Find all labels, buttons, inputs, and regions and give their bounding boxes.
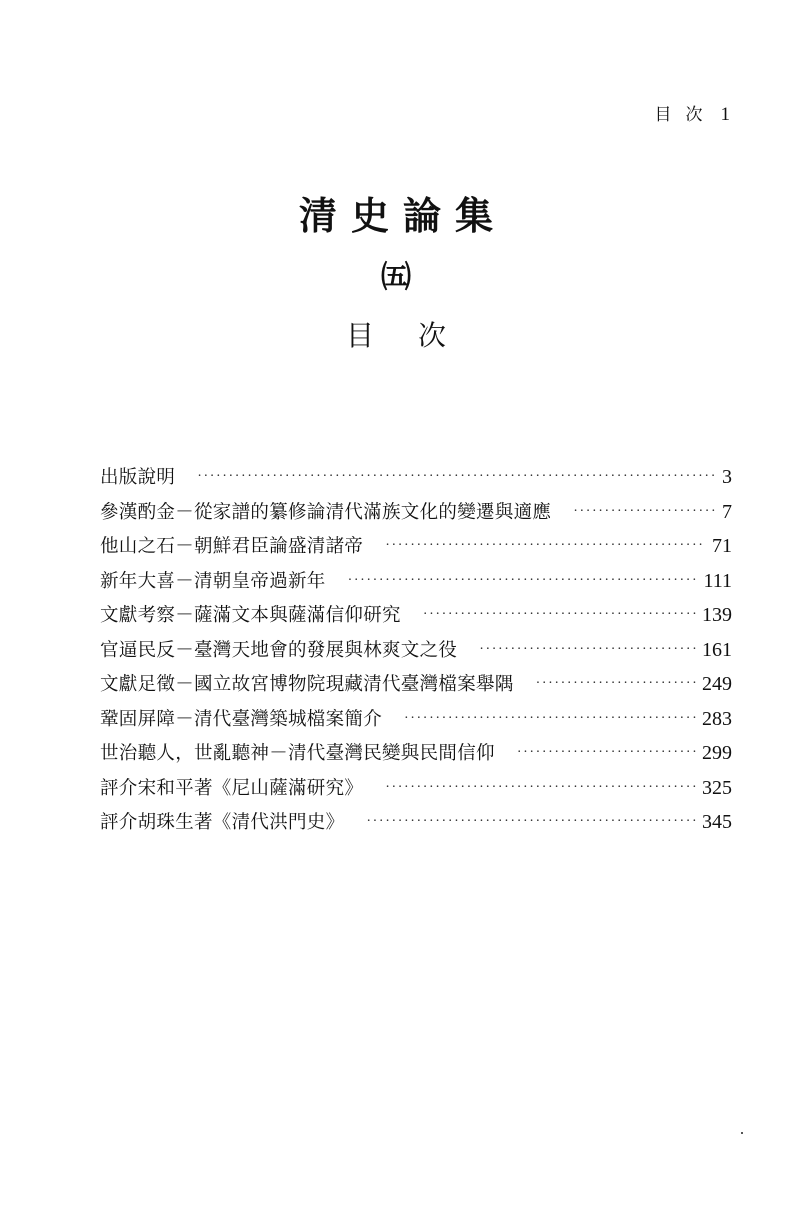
toc-entry-page: 345 — [702, 811, 732, 833]
table-of-contents — [100, 460, 732, 840]
toc-entry[interactable] — [100, 702, 732, 737]
toc-entry[interactable] — [100, 736, 732, 771]
toc-entry[interactable] — [100, 598, 732, 633]
toc-entry-title: 評介胡珠生著《清代洪門史》 — [100, 812, 345, 833]
toc-entry[interactable] — [100, 805, 732, 840]
toc-entry-page: 71 — [712, 535, 732, 557]
dot-leader — [404, 702, 696, 737]
book-title: 清史論集 — [298, 193, 507, 238]
toc-entry-page: 3 — [722, 466, 732, 488]
toc-entry[interactable] — [100, 564, 732, 599]
dot-leader — [348, 564, 698, 599]
toc-entry-page: 283 — [702, 707, 732, 730]
toc-entry-page: 249 — [702, 673, 732, 695]
dot-leader — [197, 460, 716, 495]
dot-leader — [479, 633, 696, 668]
toc-entry-page: 299 — [702, 742, 732, 764]
toc-entry-page: 7 — [722, 500, 732, 523]
toc-entry-title: 新年大喜－清朝皇帝過新年 — [100, 570, 326, 592]
toc-entry-title: 世治聽人，世亂聽神－清代臺灣民變與民間信仰 — [100, 743, 495, 764]
toc-entry-page: 161 — [702, 638, 732, 661]
dot-leader — [385, 771, 696, 806]
toc-entry-title: 文獻考察－薩滿文本與薩滿信仰研究 — [100, 605, 401, 626]
toc-entry[interactable] — [100, 495, 732, 530]
toc-entry-page: 111 — [703, 569, 732, 592]
dot-leader — [573, 495, 716, 530]
running-header-page-number: 1 — [720, 104, 730, 125]
toc-entry-title: 官逼民反－臺灣天地會的發展與林爽文之役 — [100, 639, 458, 661]
toc-entry-page: 325 — [702, 776, 732, 799]
toc-heading: 目次 — [345, 319, 490, 352]
toc-entry-title: 出版說明 — [100, 467, 176, 488]
dot-leader — [536, 667, 696, 702]
running-header-section: 目次 — [654, 105, 717, 125]
toc-entry-title: 他山之石－朝鮮君臣論盛清諸帝 — [100, 536, 364, 557]
toc-entry-title: 鞏固屏障－清代臺灣築城檔案簡介 — [100, 708, 383, 730]
dot-leader — [517, 736, 696, 771]
volume-number-text: ㈤ — [381, 260, 411, 295]
toc-entry[interactable] — [100, 771, 732, 806]
toc-entry[interactable] — [100, 529, 732, 564]
toc-entry-title: 文獻足徵－國立故宮博物院現藏清代臺灣檔案舉隅 — [100, 674, 514, 695]
toc-entry-title: 參漢酌金－從家譜的纂修論清代滿族文化的變遷與適應 — [100, 501, 552, 523]
running-header — [655, 100, 731, 126]
toc-entry-page: 139 — [702, 604, 732, 626]
scan-speck — [741, 1132, 743, 1134]
toc-entry[interactable] — [100, 633, 732, 668]
toc-entry[interactable] — [100, 460, 732, 495]
dot-leader — [423, 598, 696, 633]
volume-number — [0, 252, 792, 296]
dot-leader — [366, 805, 696, 840]
toc-entry[interactable] — [100, 667, 732, 702]
dot-leader — [385, 529, 706, 564]
toc-entry-title: 評介宋和平著《尼山薩滿研究》 — [100, 777, 364, 799]
